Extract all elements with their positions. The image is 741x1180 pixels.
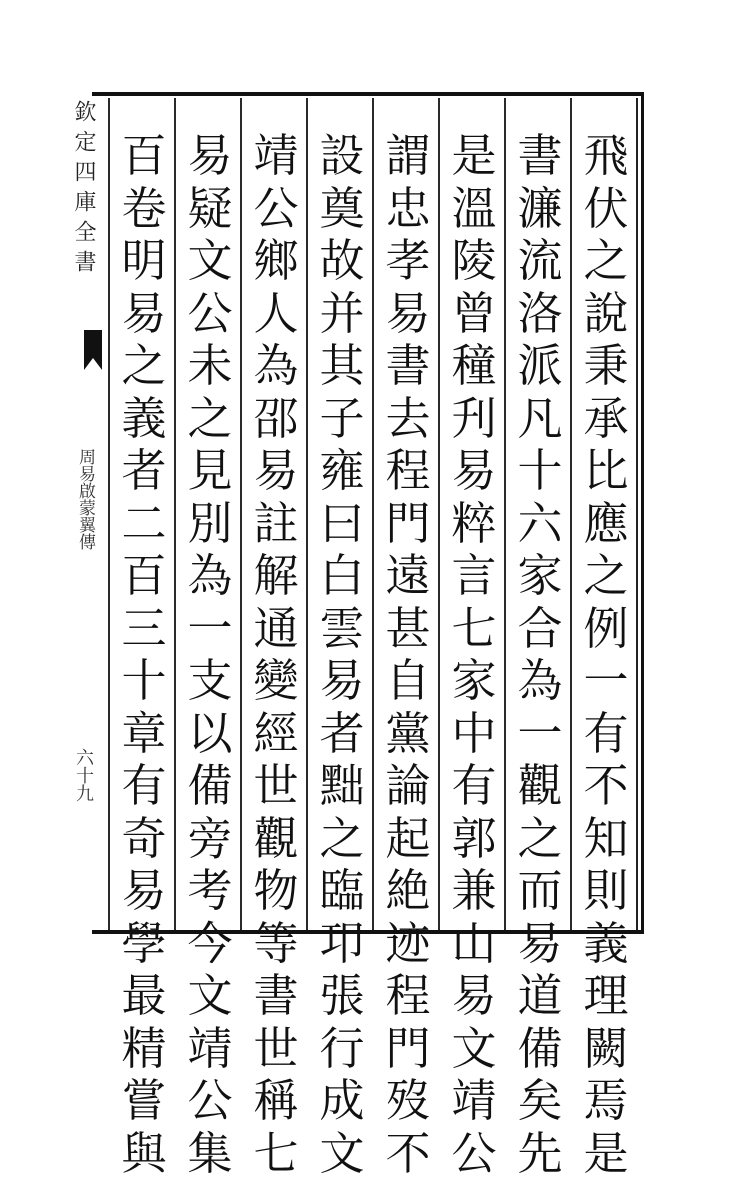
glyph: 等 bbox=[246, 918, 306, 971]
glyph: 文 bbox=[444, 1023, 504, 1076]
glyph: 章 bbox=[114, 708, 174, 761]
glyph: 凡 bbox=[510, 393, 570, 446]
glyph: 刋 bbox=[444, 393, 504, 446]
glyph: 明 bbox=[114, 235, 174, 288]
spine-title: 欽定四庫全書 bbox=[72, 100, 94, 280]
glyph: 備 bbox=[510, 1023, 570, 1076]
glyph: 并 bbox=[312, 288, 372, 341]
glyph: 觀 bbox=[246, 813, 306, 866]
glyph: 百 bbox=[114, 550, 174, 603]
glyph: 人 bbox=[246, 288, 306, 341]
glyph: 未 bbox=[180, 340, 240, 393]
glyph: 曾 bbox=[444, 288, 504, 341]
glyph: 曰 bbox=[312, 498, 372, 551]
glyph: 道 bbox=[510, 970, 570, 1023]
glyph: 兼 bbox=[444, 865, 504, 918]
glyph: 一 bbox=[510, 708, 570, 761]
glyph: 是 bbox=[444, 130, 504, 183]
glyph: 不 bbox=[378, 1128, 438, 1180]
column-divider bbox=[372, 98, 374, 930]
glyph: 之 bbox=[312, 813, 372, 866]
glyph: 闕 bbox=[576, 1023, 636, 1076]
glyph: 是 bbox=[576, 1128, 636, 1180]
glyph: 百 bbox=[114, 130, 174, 183]
glyph: 歿 bbox=[378, 1075, 438, 1128]
glyph: 易 bbox=[114, 288, 174, 341]
glyph: 謂 bbox=[378, 130, 438, 183]
glyph: 溫 bbox=[444, 183, 504, 236]
glyph: 通 bbox=[246, 603, 306, 656]
glyph: 粹 bbox=[444, 498, 504, 551]
glyph: 自 bbox=[378, 655, 438, 708]
glyph: 秉 bbox=[576, 340, 636, 393]
spine-book-label: 周易啟蒙翼傳 bbox=[74, 448, 94, 550]
glyph: 說 bbox=[576, 288, 636, 341]
glyph: 則 bbox=[576, 865, 636, 918]
glyph: 世 bbox=[246, 760, 306, 813]
glyph: 十 bbox=[114, 655, 174, 708]
glyph: 與 bbox=[114, 1128, 174, 1180]
glyph: 比 bbox=[576, 445, 636, 498]
glyph: 者 bbox=[312, 708, 372, 761]
glyph: 旁 bbox=[180, 813, 240, 866]
glyph: 六 bbox=[510, 498, 570, 551]
glyph: 為 bbox=[246, 340, 306, 393]
glyph: 文 bbox=[180, 970, 240, 1023]
glyph: 文 bbox=[312, 1128, 372, 1180]
glyph: 中 bbox=[444, 708, 504, 761]
column-divider bbox=[570, 98, 572, 930]
glyph: 派 bbox=[510, 340, 570, 393]
glyph: 觀 bbox=[510, 760, 570, 813]
glyph: 易 bbox=[378, 288, 438, 341]
glyph: 考 bbox=[180, 865, 240, 918]
glyph: 承 bbox=[576, 393, 636, 446]
glyph: 郭 bbox=[444, 813, 504, 866]
glyph: 之 bbox=[114, 340, 174, 393]
glyph: 伏 bbox=[576, 183, 636, 236]
text-column-4 bbox=[378, 130, 438, 920]
glyph: 卷 bbox=[114, 183, 174, 236]
glyph: 去 bbox=[378, 393, 438, 446]
glyph: 易 bbox=[444, 445, 504, 498]
glyph: 靖 bbox=[444, 1075, 504, 1128]
glyph: 矣 bbox=[510, 1075, 570, 1128]
glyph: 忠 bbox=[378, 183, 438, 236]
glyph: 經 bbox=[246, 708, 306, 761]
glyph: 有 bbox=[576, 708, 636, 761]
glyph: 精 bbox=[114, 1023, 174, 1076]
glyph: 支 bbox=[180, 655, 240, 708]
glyph: 為 bbox=[510, 655, 570, 708]
glyph: 易 bbox=[312, 655, 372, 708]
glyph: 文 bbox=[180, 235, 240, 288]
glyph: 之 bbox=[180, 393, 240, 446]
glyph: 者 bbox=[114, 445, 174, 498]
glyph: 成 bbox=[312, 1075, 372, 1128]
glyph: 合 bbox=[510, 603, 570, 656]
glyph: 之 bbox=[576, 550, 636, 603]
glyph: 公 bbox=[444, 1128, 504, 1180]
glyph: 七 bbox=[444, 603, 504, 656]
text-column-3 bbox=[444, 130, 504, 920]
glyph: 甚 bbox=[378, 603, 438, 656]
glyph: 之 bbox=[576, 235, 636, 288]
glyph: 焉 bbox=[576, 1075, 636, 1128]
glyph: 備 bbox=[180, 760, 240, 813]
glyph: 遠 bbox=[378, 550, 438, 603]
glyph: 濂 bbox=[510, 183, 570, 236]
glyph: 門 bbox=[378, 1023, 438, 1076]
glyph: 三 bbox=[114, 603, 174, 656]
glyph: 義 bbox=[576, 918, 636, 971]
glyph: 奠 bbox=[312, 183, 372, 236]
glyph: 今 bbox=[180, 918, 240, 971]
glyph: 雍 bbox=[312, 445, 372, 498]
glyph: 言 bbox=[444, 550, 504, 603]
glyph: 公 bbox=[180, 1075, 240, 1128]
text-column-8 bbox=[114, 130, 174, 920]
glyph: 為 bbox=[180, 550, 240, 603]
glyph: 起 bbox=[378, 813, 438, 866]
glyph: 家 bbox=[510, 550, 570, 603]
glyph: 理 bbox=[576, 970, 636, 1023]
glyph: 奇 bbox=[114, 813, 174, 866]
glyph: 靖 bbox=[180, 1023, 240, 1076]
glyph: 解 bbox=[246, 550, 306, 603]
glyph: 靖 bbox=[246, 130, 306, 183]
glyph: 物 bbox=[246, 865, 306, 918]
glyph: 易 bbox=[510, 918, 570, 971]
glyph: 公 bbox=[246, 183, 306, 236]
glyph: 易 bbox=[114, 865, 174, 918]
glyph: 書 bbox=[246, 970, 306, 1023]
glyph: 家 bbox=[444, 655, 504, 708]
glyph: 易 bbox=[246, 445, 306, 498]
column-divider bbox=[438, 98, 440, 930]
glyph: 臨 bbox=[312, 865, 372, 918]
glyph: 之 bbox=[510, 813, 570, 866]
glyph: 卭 bbox=[312, 918, 372, 971]
text-column-2 bbox=[510, 130, 570, 920]
glyph: 而 bbox=[510, 865, 570, 918]
glyph: 門 bbox=[378, 498, 438, 551]
frame-inner-rule bbox=[636, 98, 638, 930]
text-column-1 bbox=[576, 130, 636, 920]
glyph: 鄉 bbox=[246, 235, 306, 288]
glyph: 設 bbox=[312, 130, 372, 183]
glyph: 公 bbox=[180, 288, 240, 341]
column-divider bbox=[108, 98, 110, 930]
glyph: 疑 bbox=[180, 183, 240, 236]
glyph: 邵 bbox=[246, 393, 306, 446]
glyph: 孝 bbox=[378, 235, 438, 288]
glyph: 嘗 bbox=[114, 1075, 174, 1128]
glyph: 黨 bbox=[378, 708, 438, 761]
glyph: 陵 bbox=[444, 235, 504, 288]
glyph: 見 bbox=[180, 445, 240, 498]
glyph: 易 bbox=[180, 130, 240, 183]
glyph: 行 bbox=[312, 1023, 372, 1076]
glyph: 義 bbox=[114, 393, 174, 446]
text-column-7 bbox=[180, 130, 240, 920]
spine-page-number: 六十九 bbox=[76, 748, 96, 802]
glyph: 世 bbox=[246, 1023, 306, 1076]
glyph: 例 bbox=[576, 603, 636, 656]
glyph: 洛 bbox=[510, 288, 570, 341]
glyph: 論 bbox=[378, 760, 438, 813]
glyph: 以 bbox=[180, 708, 240, 761]
glyph: 雲 bbox=[312, 603, 372, 656]
glyph: 應 bbox=[576, 498, 636, 551]
glyph: 學 bbox=[114, 918, 174, 971]
glyph: 張 bbox=[312, 970, 372, 1023]
glyph: 先 bbox=[510, 1128, 570, 1180]
glyph: 十 bbox=[510, 445, 570, 498]
glyph: 白 bbox=[312, 550, 372, 603]
glyph: 別 bbox=[180, 498, 240, 551]
glyph: 故 bbox=[312, 235, 372, 288]
glyph: 知 bbox=[576, 813, 636, 866]
glyph: 黜 bbox=[312, 760, 372, 813]
glyph: 飛 bbox=[576, 130, 636, 183]
glyph: 有 bbox=[114, 760, 174, 813]
glyph: 有 bbox=[444, 760, 504, 813]
glyph: 其 bbox=[312, 340, 372, 393]
column-divider bbox=[174, 98, 176, 930]
glyph: 子 bbox=[312, 393, 372, 446]
glyph: 易 bbox=[444, 970, 504, 1023]
glyph: 一 bbox=[576, 655, 636, 708]
glyph: 稱 bbox=[246, 1075, 306, 1128]
text-column-6 bbox=[246, 130, 306, 920]
glyph: 集 bbox=[180, 1128, 240, 1180]
column-divider bbox=[504, 98, 506, 930]
glyph: 一 bbox=[180, 603, 240, 656]
glyph: 書 bbox=[378, 340, 438, 393]
glyph: 二 bbox=[114, 498, 174, 551]
glyph: 不 bbox=[576, 760, 636, 813]
glyph: 七 bbox=[246, 1128, 306, 1180]
glyph: 書 bbox=[510, 130, 570, 183]
glyph: 流 bbox=[510, 235, 570, 288]
glyph: 註 bbox=[246, 498, 306, 551]
glyph: 穜 bbox=[444, 340, 504, 393]
glyph: 程 bbox=[378, 970, 438, 1023]
column-divider bbox=[240, 98, 242, 930]
column-divider bbox=[306, 98, 308, 930]
glyph: 山 bbox=[444, 918, 504, 971]
glyph: 迹 bbox=[378, 918, 438, 971]
glyph: 絶 bbox=[378, 865, 438, 918]
glyph: 最 bbox=[114, 970, 174, 1023]
text-column-5 bbox=[312, 130, 372, 920]
glyph: 變 bbox=[246, 655, 306, 708]
glyph: 程 bbox=[378, 445, 438, 498]
